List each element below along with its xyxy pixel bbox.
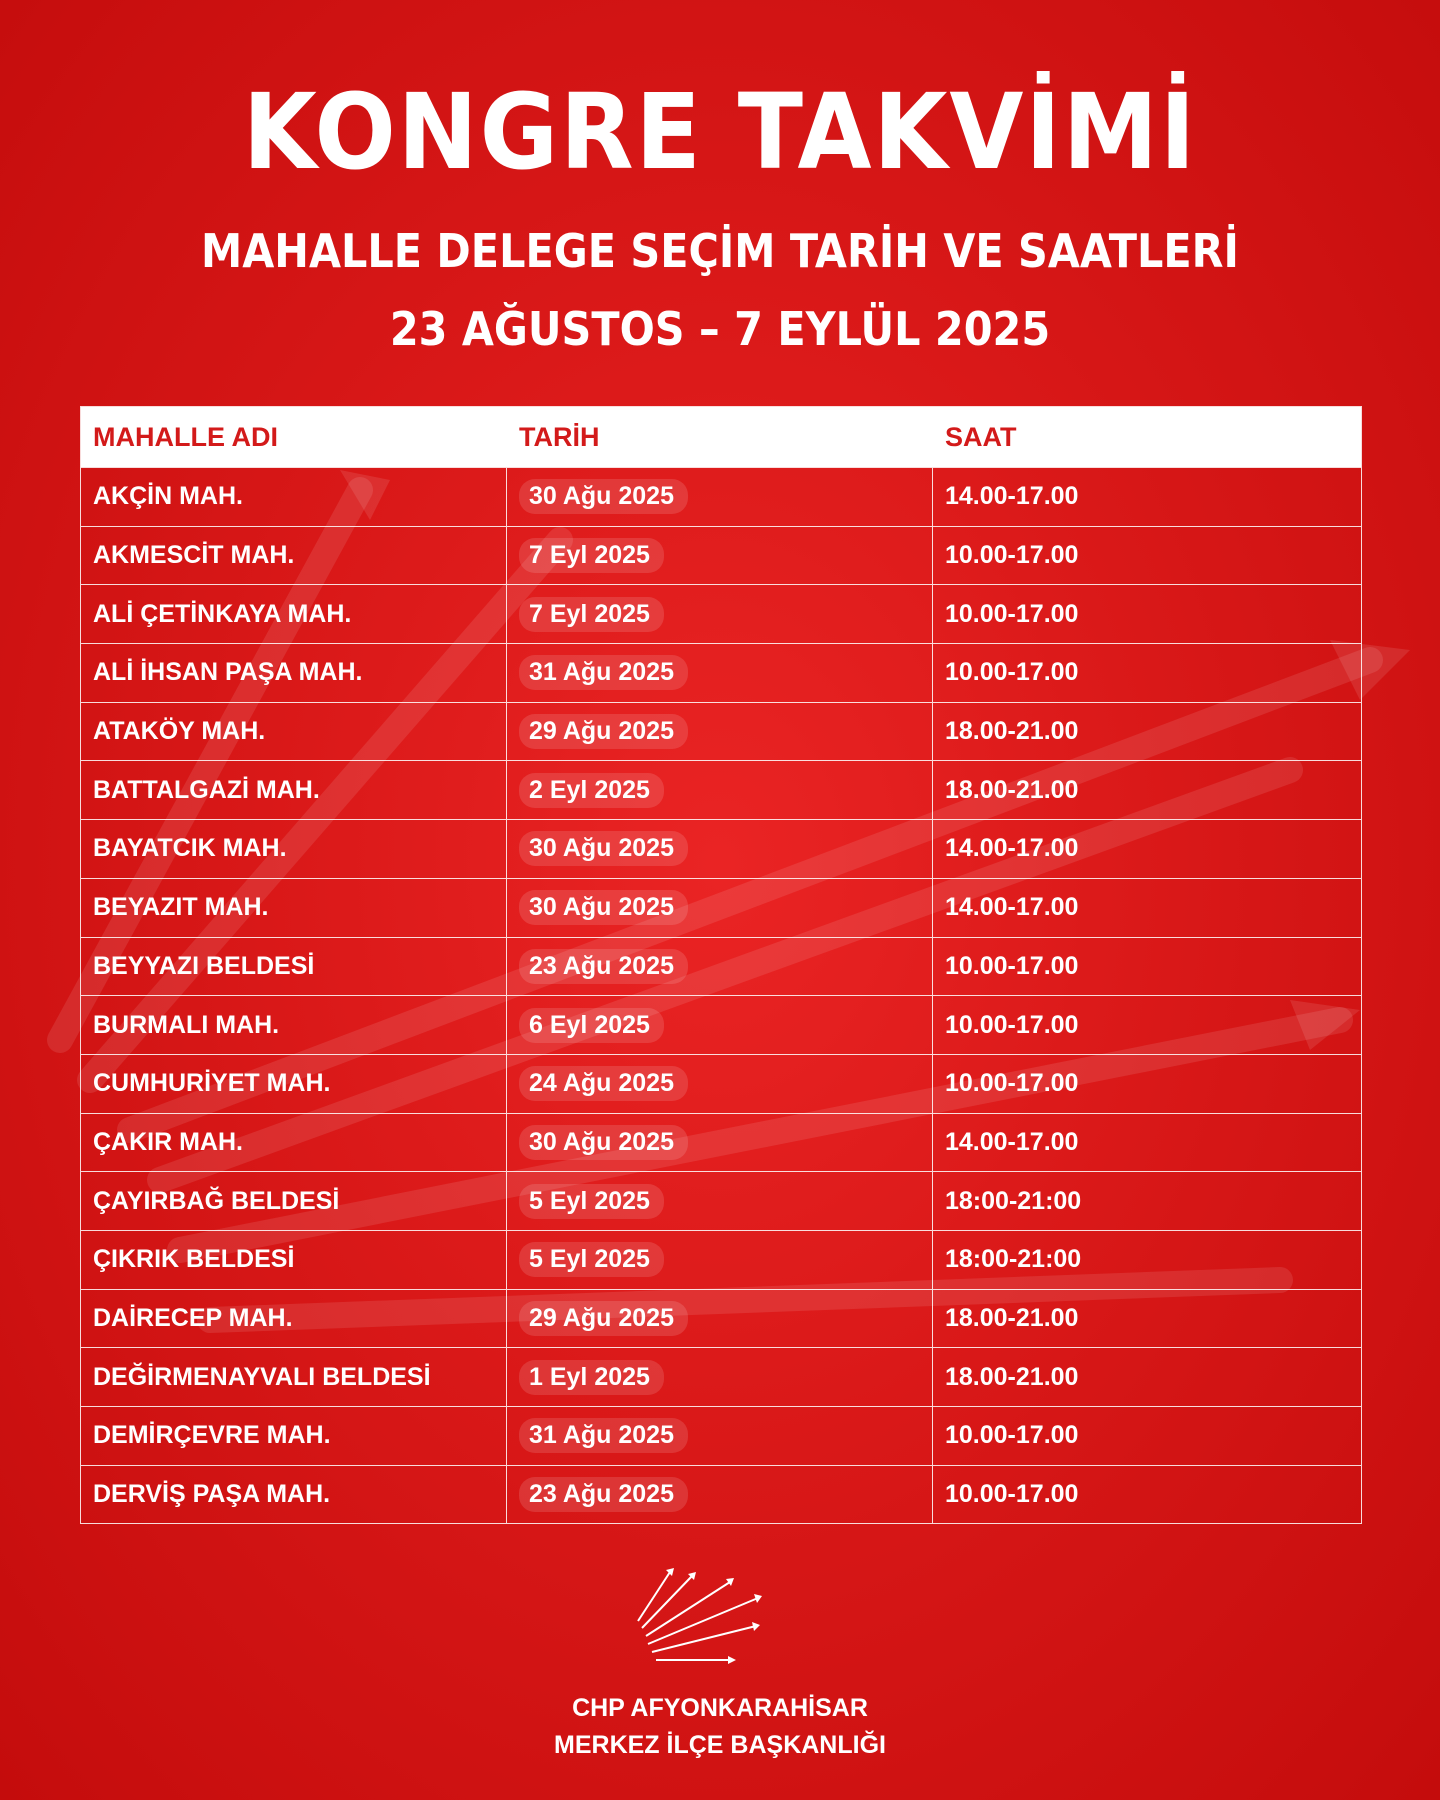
footer-office: MERKEZ İLÇE BAŞKANLIĞI [554, 1731, 886, 1759]
neighborhood-name: ATAKÖY MAH. [81, 703, 507, 761]
neighborhood-name: DAİRECEP MAH. [81, 1290, 507, 1348]
time-cell: 10.00-17.00 [945, 541, 1079, 570]
table-body [81, 467, 1361, 1523]
neighborhood-name: AKMESCİT MAH. [81, 527, 507, 585]
table-row [81, 526, 1361, 585]
table-row [81, 760, 1361, 819]
neighborhood-name: BURMALI MAH. [81, 996, 507, 1054]
date-cell [507, 585, 933, 643]
date-chip: 30 Ağu 2025 [519, 1125, 688, 1160]
neighborhood-name: ÇAKIR MAH. [81, 1114, 507, 1172]
neighborhood-name: BEYYAZI BELDESİ [81, 938, 507, 996]
date-cell [507, 938, 933, 996]
date-cell [507, 996, 933, 1054]
table-row [81, 1406, 1361, 1465]
time-cell: 10.00-17.00 [945, 1421, 1079, 1450]
date-range: 23 AĞUSTOS – 7 EYLÜL 2025 [389, 302, 1051, 356]
time-cell: 18.00-21.00 [945, 775, 1079, 804]
table-row [81, 1171, 1361, 1230]
table-row [81, 1230, 1361, 1289]
table-row [81, 878, 1361, 937]
neighborhood-name: AKÇİN MAH. [81, 468, 507, 526]
date-chip: 1 Eyl 2025 [519, 1360, 664, 1395]
date-chip: 6 Eyl 2025 [519, 1008, 664, 1043]
date-chip: 31 Ağu 2025 [519, 1418, 688, 1453]
neighborhood-name: DEĞİRMENAYVALI BELDESİ [81, 1348, 507, 1406]
table-row [81, 467, 1361, 526]
table-row [81, 584, 1361, 643]
time-cell: 14.00-17.00 [945, 834, 1079, 863]
date-chip: 29 Ağu 2025 [519, 1301, 688, 1336]
date-chip: 24 Ağu 2025 [519, 1066, 688, 1101]
time-cell: 18.00-21.00 [945, 1303, 1079, 1332]
date-cell [507, 1231, 933, 1289]
date-cell [507, 1290, 933, 1348]
neighborhood-name: ALİ İHSAN PAŞA MAH. [81, 644, 507, 702]
column-header-date: TARİH [519, 421, 600, 452]
time-cell: 10.00-17.00 [945, 599, 1079, 628]
date-cell [507, 1348, 933, 1406]
table-row [81, 643, 1361, 702]
date-chip: 5 Eyl 2025 [519, 1242, 664, 1277]
neighborhood-name: BEYAZIT MAH. [81, 879, 507, 937]
date-cell [507, 761, 933, 819]
date-chip: 31 Ağu 2025 [519, 655, 688, 690]
neighborhood-name: DEMİRÇEVRE MAH. [81, 1407, 507, 1465]
date-chip: 7 Eyl 2025 [519, 538, 664, 573]
date-cell [507, 703, 933, 761]
footer-org: CHP AFYONKARAHİSAR [572, 1694, 868, 1722]
neighborhood-name: ÇAYIRBAĞ BELDESİ [81, 1172, 507, 1230]
time-cell: 10.00-17.00 [945, 1069, 1079, 1098]
date-chip: 29 Ağu 2025 [519, 714, 688, 749]
time-cell: 18:00-21:00 [945, 1186, 1082, 1215]
date-cell [507, 1055, 933, 1113]
table-row [81, 1054, 1361, 1113]
date-cell [507, 468, 933, 526]
column-header-time: SAAT [945, 421, 1017, 452]
date-cell [507, 820, 933, 878]
date-chip: 30 Ağu 2025 [519, 831, 688, 866]
table-row [81, 995, 1361, 1054]
time-cell: 14.00-17.00 [945, 893, 1079, 922]
neighborhood-name: CUMHURİYET MAH. [81, 1055, 507, 1113]
chp-six-arrows-logo-icon [630, 1566, 780, 1666]
date-chip: 23 Ağu 2025 [519, 949, 688, 984]
table-row [81, 1465, 1361, 1524]
page-title: KONGRE TAKVİMİ [242, 71, 1198, 193]
table-row [81, 937, 1361, 996]
date-cell [507, 1114, 933, 1172]
date-chip: 23 Ağu 2025 [519, 1477, 688, 1512]
date-cell [507, 1466, 933, 1524]
neighborhood-name: ALİ ÇETİNKAYA MAH. [81, 585, 507, 643]
table-row [81, 1347, 1361, 1406]
date-cell [507, 1172, 933, 1230]
date-chip: 30 Ağu 2025 [519, 890, 688, 925]
date-chip: 30 Ağu 2025 [519, 479, 688, 514]
date-cell [507, 527, 933, 585]
time-cell: 18.00-21.00 [945, 717, 1079, 746]
date-cell [507, 879, 933, 937]
table-row [81, 1289, 1361, 1348]
time-cell: 10.00-17.00 [945, 951, 1079, 980]
time-cell: 10.00-17.00 [945, 658, 1079, 687]
neighborhood-name: BAYATCIK MAH. [81, 820, 507, 878]
time-cell: 18.00-21.00 [945, 1362, 1079, 1391]
neighborhood-name: BATTALGAZİ MAH. [81, 761, 507, 819]
neighborhood-name: ÇIKRIK BELDESİ [81, 1231, 507, 1289]
neighborhood-name: DERVİŞ PAŞA MAH. [81, 1466, 507, 1524]
column-header-neighborhood: MAHALLE ADI [93, 421, 278, 452]
schedule-table [80, 406, 1362, 1524]
table-header [81, 407, 1361, 467]
date-chip: 2 Eyl 2025 [519, 773, 664, 808]
time-cell: 14.00-17.00 [945, 1127, 1079, 1156]
date-cell [507, 1407, 933, 1465]
time-cell: 10.00-17.00 [945, 1010, 1079, 1039]
page-subtitle: MAHALLE DELEGE SEÇİM TARİH VE SAATLERİ [201, 224, 1239, 278]
date-cell [507, 644, 933, 702]
date-chip: 5 Eyl 2025 [519, 1184, 664, 1219]
table-row [81, 702, 1361, 761]
time-cell: 18:00-21:00 [945, 1245, 1082, 1274]
table-row [81, 819, 1361, 878]
table-row [81, 1113, 1361, 1172]
date-chip: 7 Eyl 2025 [519, 597, 664, 632]
time-cell: 14.00-17.00 [945, 482, 1079, 511]
time-cell: 10.00-17.00 [945, 1480, 1079, 1509]
